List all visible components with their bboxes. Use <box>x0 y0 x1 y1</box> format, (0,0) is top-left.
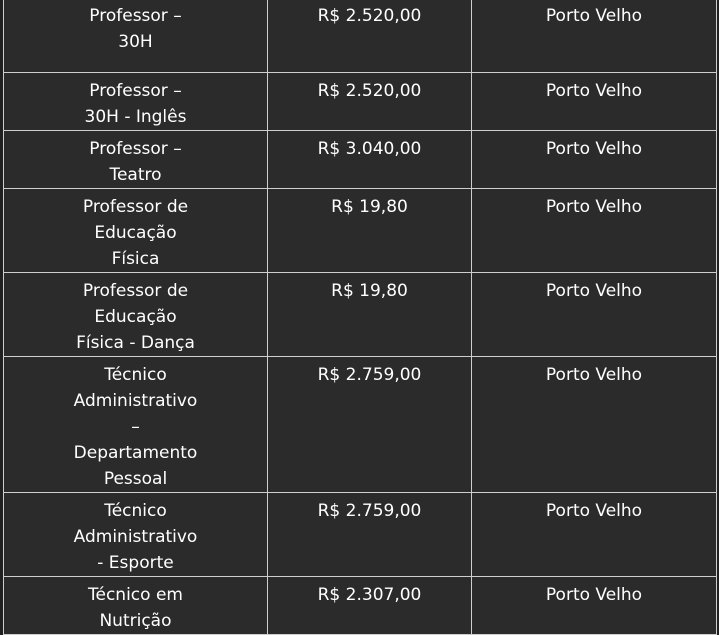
cell-salario: R$ 2.759,00 <box>268 493 472 577</box>
cargo-line: 30H <box>118 32 153 52</box>
cargo-line: Teatro <box>109 165 162 185</box>
cell-local: Porto Velho <box>472 189 717 273</box>
cell-local: Porto Velho <box>472 493 717 577</box>
cargo-line: Professor – <box>89 81 182 101</box>
cargo-line: 30H - Inglês <box>84 107 187 127</box>
cargo-line: – <box>131 417 140 437</box>
cargo-line: Professor de <box>82 281 189 301</box>
table-row <box>4 357 717 493</box>
cell-local: Porto Velho <box>472 0 717 73</box>
cell-cargo <box>4 0 268 73</box>
cargo-line: Educação <box>94 307 177 327</box>
cell-local: Porto Velho <box>472 577 717 635</box>
cell-salario: R$ 19,80 <box>268 273 472 357</box>
cargo-line: Educação <box>94 223 177 243</box>
cell-cargo <box>4 131 268 189</box>
cell-salario: R$ 2.520,00 <box>268 0 472 73</box>
cargo-line: Departamento <box>73 443 198 463</box>
cell-local: Porto Velho <box>472 273 717 357</box>
cell-cargo <box>4 493 268 577</box>
cell-cargo <box>4 189 268 273</box>
cargo-line: Professor de <box>82 197 189 217</box>
cargo-line: Administrativo <box>73 391 198 411</box>
cargo-line: Técnico em <box>88 585 183 605</box>
cell-cargo <box>4 73 268 131</box>
table-row <box>4 0 717 73</box>
table-row <box>4 73 717 131</box>
cargo-line: - Esporte <box>97 553 174 573</box>
cargo-line: Técnico <box>104 365 167 385</box>
cargo-line: Técnico <box>104 501 167 521</box>
cell-local: Porto Velho <box>472 131 717 189</box>
cell-salario: R$ 2.759,00 <box>268 357 472 493</box>
cell-salario: R$ 19,80 <box>268 189 472 273</box>
cell-local: Porto Velho <box>472 357 717 493</box>
cell-local: Porto Velho <box>472 73 717 131</box>
cell-salario: R$ 3.040,00 <box>268 131 472 189</box>
table-row <box>4 273 717 357</box>
cell-cargo <box>4 577 268 635</box>
cargo-line: Pessoal <box>103 469 168 489</box>
cell-salario: R$ 2.307,00 <box>268 577 472 635</box>
jobs-table-body <box>4 0 717 635</box>
cargo-line: Nutrição <box>99 611 172 631</box>
cell-cargo <box>4 357 268 493</box>
cell-cargo <box>4 273 268 357</box>
table-row <box>4 493 717 577</box>
cargo-line: Física - Dança <box>76 333 195 353</box>
table-row <box>4 131 717 189</box>
cargo-line: Professor – <box>89 139 182 159</box>
jobs-table <box>3 0 717 635</box>
cell-salario: R$ 2.520,00 <box>268 73 472 131</box>
table-row <box>4 189 717 273</box>
cargo-line: Física <box>111 249 160 269</box>
table-row <box>4 577 717 635</box>
cargo-line: Administrativo <box>73 527 198 547</box>
cargo-line: Professor – <box>89 6 182 26</box>
